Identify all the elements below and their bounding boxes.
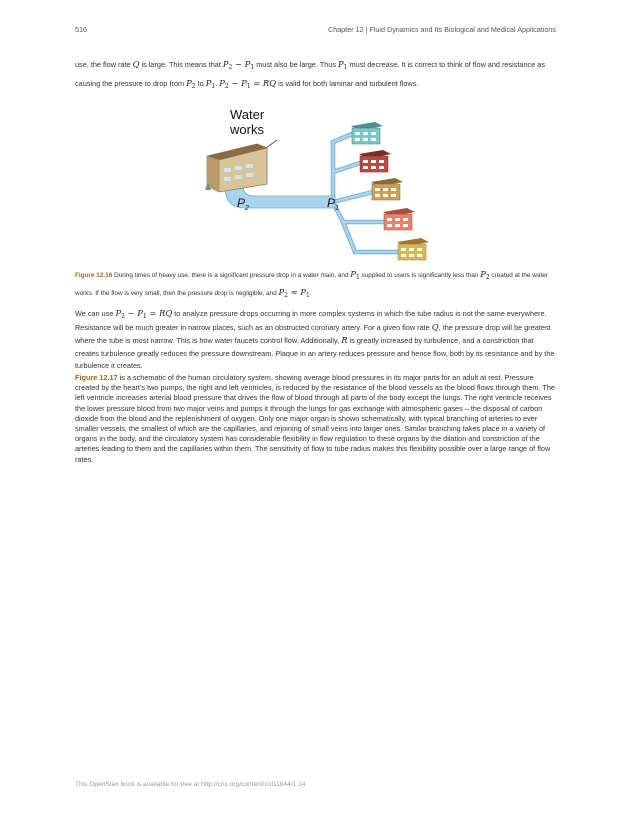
math-p2-minus-p1: $P_2 - P_1$ bbox=[222, 59, 255, 71]
house-5 bbox=[397, 238, 429, 260]
figure-reference-link[interactable]: Figure 12.17 bbox=[75, 373, 118, 382]
paragraph-circulatory-system: Figure 12.17 is a schematic of the human circulatory system, showing average blood pressures in its major parts for an adult at rest. Pressure created by the heart’s two pumps, the right and left ventricles, is reduced by the resistance of the blood vessels as the blood flows through them. The left ventricle increases arterial blood pressure that drives the flow of blood through all parts of the body except the lungs. The right ventricle receives the lower pressure blood from two major veins and pumps it through the lungs for gas exchange with atmospheric gases – the disposal of carbon dioxide from the blood and the replenishment of oxygen. Only one major organ is shown schematically, with typical branching of arteries to ever smaller vessels, the smallest of which are the capillaries, and rejoining of small veins into larger ones. Similar branching takes place in a variety of organs in the body, and the circulatory system has considerable flexibility in flow regulation to these organs by the dilation and constriction of the arteries leading to them and the capillaries within them. The sensitivity of flow to tube radius makes this flexibility possible over a large range of flow rates. bbox=[75, 373, 555, 464]
figure-title-line1: Water bbox=[230, 107, 265, 122]
paragraph-flow-rate: use, the flow rate Q is large. This means that $P_2 - P_1$ must also be large. Thus $P_1$ must decrease. It is correct to think of flow and resistance as causing the pressure to drop from $P_2$ to $P_1$. $P_2 - P_1$ = RQ is valid for both laminar and turbulent flows. bbox=[75, 59, 545, 90]
caption-math-p2: $P_2$ bbox=[480, 269, 490, 281]
page-number: 516 bbox=[75, 25, 87, 34]
math-p1-b: $P_1$ bbox=[205, 78, 216, 90]
house-1 bbox=[351, 122, 383, 144]
caption-label: Figure 12.16 bbox=[75, 272, 113, 279]
house-4 bbox=[383, 208, 415, 230]
house-2 bbox=[359, 150, 391, 172]
figure-caption: Figure 12.16 During times of heavy use, there is a significant pressure drop in a water main, and $P_1$ supplied to users is significantly less than $P_2$ created at the water works. If the flow is very small, then the pressure drop is negligible, and $P_2 \approx P_1$. bbox=[75, 269, 548, 299]
figure-title-line2: works bbox=[230, 122, 264, 137]
label-p2: $P_2$ bbox=[237, 196, 249, 212]
caption-math-approx: $P_2 \approx P_1$ bbox=[278, 287, 310, 299]
math-q: Q bbox=[132, 59, 140, 69]
footer-text: This OpenStax book is available for free at http://cnx.org/content/col11844/1.14 bbox=[75, 781, 306, 788]
math-p2: $P_2$ bbox=[186, 78, 196, 90]
math-r: R bbox=[341, 335, 348, 345]
figure-water-main bbox=[195, 104, 435, 269]
math-equation: $P_2 - P_1$ = RQ bbox=[219, 78, 277, 90]
house-3 bbox=[371, 178, 403, 200]
label-p1: $P_1$ bbox=[327, 196, 339, 212]
math-equation-2: $P_2 - P_1$ = RQ bbox=[115, 308, 173, 320]
caption-math-p1: $P_1$ bbox=[350, 269, 360, 281]
math-q-2: Q bbox=[431, 321, 439, 332]
chapter-title: Chapter 12 | Fluid Dynamics and Its Biological and Medical Applications bbox=[328, 25, 556, 34]
paragraph-complex-systems: We can use $P_2 - P_1$ = RQ to analyze pressure drops occurring in more complex systems in which the tube radius is not the same everywhere. Resistance will be much greater in narrow places, such as an obstructed coronary artery. For a given flow rate Q, the pressure drop will be greatest where the tube is most narrow. This is how water faucets control flow. Additionally, R is greatly increased by turbulence, and a constriction that creates turbulence greatly reduces the pressure downstream. Plaque in an artery reduces pressure and hence flow, both by its resistance and by the turbulence it creates. bbox=[75, 308, 555, 370]
waterworks-building bbox=[205, 144, 267, 192]
water-main-diagram bbox=[195, 104, 435, 269]
math-p1: $P_1$ bbox=[338, 59, 348, 71]
